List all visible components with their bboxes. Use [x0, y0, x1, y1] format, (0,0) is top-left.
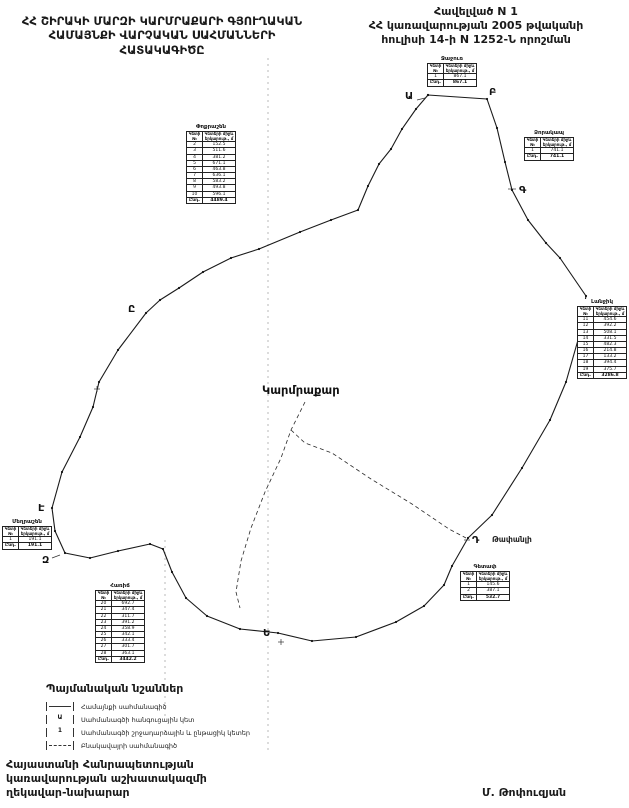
table-cell: 381.2: [203, 154, 236, 160]
table-cell: 482.3: [594, 341, 627, 347]
table-cell: 145.6: [477, 582, 510, 588]
col-point-number: Կետի №: [461, 572, 477, 582]
segment-table-pokrashen: [186, 124, 236, 204]
table-cell: 20: [96, 601, 112, 607]
boundary-point: [145, 312, 147, 314]
boundary-point: [496, 127, 498, 129]
boundary-point: [504, 161, 506, 163]
table-cell: 375.7: [594, 366, 627, 372]
segment-table-jajur: [427, 56, 477, 87]
boundary-point: [401, 128, 403, 130]
boundary-point: [258, 248, 260, 250]
segment-table-title: Ձորակապ: [533, 130, 565, 136]
boundary-point: [443, 584, 445, 586]
legend: [46, 682, 250, 752]
vertex-label-b: Բ: [489, 87, 497, 98]
table-cell: 16: [578, 348, 594, 354]
table-cell: 2: [461, 588, 477, 594]
table-cell: 636.1: [203, 173, 236, 179]
boundary-point: [486, 98, 488, 100]
total-label: Ընդ.: [96, 656, 112, 662]
signatory-title: [6, 758, 207, 799]
table-cell: 28: [96, 650, 112, 656]
table-cell: 1: [428, 74, 444, 80]
table-cell: 24: [96, 625, 112, 631]
boundary-point: [549, 419, 551, 421]
segment-table-dzorakap: [524, 130, 574, 161]
table-cell: 692.7: [112, 601, 145, 607]
total-value: 741.1: [541, 154, 574, 160]
table-cell: 26: [96, 638, 112, 644]
community-boundary-line: [52, 95, 586, 641]
appendix-line-1: Հավելված N 1: [434, 5, 518, 18]
junction-point-letter: Ա: [47, 714, 73, 721]
table-cell: 10: [187, 191, 203, 197]
table-cell: 17: [578, 354, 594, 360]
boundary-point: [521, 467, 523, 469]
table-cell: 387.1: [477, 588, 510, 594]
total-value: 3286.8: [594, 372, 627, 378]
table-cell: 5: [187, 160, 203, 166]
boundary-point: [162, 548, 164, 550]
legend-item-label: Բնակավայրի սահմանագիծ: [81, 741, 178, 750]
table-cell: 4: [187, 154, 203, 160]
table-cell: 583.2: [203, 179, 236, 185]
boundary-point: [390, 148, 392, 150]
boundary-point: [159, 299, 161, 301]
table-cell: 27: [96, 644, 112, 650]
table-cell: 333.4: [112, 638, 145, 644]
legend-item-settlement-boundary: [46, 739, 250, 752]
table-cell: 1: [3, 537, 19, 543]
segment-table-title: Ջաջուռ: [440, 56, 464, 62]
segment-table-title: Գետափ: [473, 564, 497, 570]
boundary-point: [51, 507, 53, 509]
col-point-number: Կետի №: [428, 64, 444, 74]
survey-tick-marks: [52, 98, 516, 645]
table-cell: 21: [96, 607, 112, 613]
table-cell: 7: [187, 173, 203, 179]
boundary-point: [585, 295, 587, 297]
table-cell: 8: [187, 179, 203, 185]
boundary-point: [367, 185, 369, 187]
legend-item-turning-point: [46, 726, 250, 739]
table-cell: 13: [578, 329, 594, 335]
table-cell: 511.6: [203, 148, 236, 154]
boundary-point: [206, 615, 208, 617]
boundary-point: [491, 514, 493, 516]
table-cell: 22: [96, 613, 112, 619]
boundary-point: [559, 257, 561, 259]
total-label: Ընդ.: [428, 80, 444, 86]
boundary-point: [357, 209, 359, 211]
segment-table-title: Լանջիկ: [591, 299, 613, 305]
table-cell: 671.1: [203, 160, 236, 166]
vertex-label-z: Զ: [42, 555, 50, 566]
vertex-label-d: Դ: [472, 535, 480, 546]
junction-point-symbol: [46, 715, 74, 724]
segment-table-title: Փոքրաշեն: [195, 124, 227, 130]
boundary-point: [527, 219, 529, 221]
turning-point-number: 1: [47, 727, 73, 734]
col-length: Կետերի միջև երկարութ., մ: [594, 307, 627, 317]
table-cell: 394.4: [594, 360, 627, 366]
boundary-point: [54, 530, 56, 532]
table-cell: 191.1: [19, 537, 52, 543]
table-cell: 2: [187, 142, 203, 148]
total-value: 867.1: [444, 80, 477, 86]
table-cell: 347.4: [112, 607, 145, 613]
total-label: Ընդ.: [525, 154, 541, 160]
table-cell: 1: [525, 148, 541, 154]
solid-line-symbol: [46, 702, 74, 711]
table-cell: 19: [578, 366, 594, 372]
boundary-point: [79, 436, 81, 438]
boundary-point: [545, 242, 547, 244]
legend-item-label: Սահմանագծի շրջադարձային և ընթացիկ կետեր: [81, 728, 251, 737]
total-label: Ընդ.: [3, 543, 19, 549]
title-line-2: ՀԱՄԱՅՆՔԻ ՎԱՐՉԱԿԱՆ ՍԱՀՄԱՆՆԵՐԻ: [48, 28, 276, 43]
col-length: Կետերի միջև երկարութ., մ: [203, 132, 236, 142]
total-value: 532.7: [477, 594, 510, 600]
table-cell: 342.1: [112, 632, 145, 638]
boundary-point: [117, 349, 119, 351]
total-value: 3442.2: [112, 656, 145, 662]
col-point-number: Կետի №: [525, 138, 541, 148]
legend-item-community-boundary: [46, 700, 250, 713]
turning-point-symbol: [46, 728, 74, 737]
boundary-point: [511, 189, 513, 191]
table-cell: 454.6: [594, 317, 627, 323]
appendix-line-3: հուլիսի 14-ի N 1252-Ն որոշման: [381, 32, 571, 46]
table-cell: 6: [187, 166, 203, 172]
boundary-point: [98, 381, 100, 383]
table-cell: 25: [96, 632, 112, 638]
table-cell: 596.1: [203, 191, 236, 197]
table-cell: 23: [96, 619, 112, 625]
boundary-point: [185, 597, 187, 599]
table-cell: 508.1: [594, 329, 627, 335]
boundary-point: [311, 640, 313, 642]
table-cell: 392.2: [594, 323, 627, 329]
boundary-point: [64, 552, 66, 554]
total-value: 191.1: [19, 543, 52, 549]
segment-table-title: Հառիճ: [110, 583, 130, 589]
segment-table-getap: [460, 564, 510, 601]
appendix-line-2: ՀՀ կառավարության 2005 թվականի: [368, 18, 584, 32]
boundary-point: [89, 557, 91, 559]
legend-item-junction-point: [46, 713, 250, 726]
boundary-point: [92, 406, 94, 408]
col-point-number: Կետի №: [187, 132, 203, 142]
boundary-point: [178, 287, 180, 289]
table-cell: 11: [578, 317, 594, 323]
boundary-point: [202, 271, 204, 273]
signatory-line-1: Հայաստանի Հանրապետության: [6, 758, 194, 771]
table-cell: 493.8: [203, 185, 236, 191]
table-cell: 12: [578, 323, 594, 329]
boundary-point: [565, 381, 567, 383]
boundary-point: [415, 108, 417, 110]
boundary-point: [239, 628, 241, 630]
col-length: Կետերի միջև երկարութ., մ: [112, 591, 145, 601]
segment-table-harich: [95, 583, 145, 663]
community-name-label: Կարմրաքար: [262, 383, 340, 397]
vertex-label-a: Ա: [405, 91, 414, 102]
boundary-point: [423, 605, 425, 607]
table-cell: 358.9: [112, 625, 145, 631]
settlement-boundary-line-2: [291, 430, 466, 538]
boundary-point: [451, 565, 453, 567]
table-cell: 311.7: [112, 613, 145, 619]
vertex-label-e: Ե: [263, 628, 271, 639]
boundary-point: [230, 257, 232, 259]
boundary-point: [299, 231, 301, 233]
table-cell: 331.5: [594, 335, 627, 341]
boundary-point: [149, 543, 151, 545]
table-cell: 3: [187, 148, 203, 154]
total-label: Ընդ.: [461, 594, 477, 600]
col-length: Կետերի միջև երկարութ., մ: [477, 572, 510, 582]
title-line-1: ՀՀ ՇԻՐԱԿԻ ՄԱՐԶԻ ԿԱՐՄՐԱՔԱՐԻ ԳՅՈՒՂԱԿԱՆ: [21, 14, 303, 28]
segment-table-lanjik: [577, 299, 627, 379]
boundary-point: [395, 621, 397, 623]
total-value: 4489.4: [203, 197, 236, 203]
table-cell: 301.7: [112, 644, 145, 650]
col-length: Կետերի միջև երկարութ., մ: [19, 527, 52, 537]
table-cell: 463.8: [203, 166, 236, 172]
table-cell: 152.5: [203, 142, 236, 148]
table-cell: 14: [578, 335, 594, 341]
boundary-point: [117, 550, 119, 552]
boundary-point: [427, 94, 429, 96]
table-cell: 15: [578, 341, 594, 347]
col-point-number: Կետի №: [578, 307, 594, 317]
table-cell: 214.8: [594, 348, 627, 354]
settlement-boundary-line: [236, 402, 305, 608]
table-cell: 1: [461, 582, 477, 588]
segment-table-title: Մեղրաշեն: [12, 519, 42, 525]
boundary-point: [171, 571, 173, 573]
vertex-label-y: Ը: [128, 304, 136, 315]
col-length: Կետերի միջև երկարութ., մ: [541, 138, 574, 148]
table-cell: 867.1: [444, 74, 477, 80]
total-label: Ընդ.: [578, 372, 594, 378]
boundary-point: [61, 471, 63, 473]
col-point-number: Կետի №: [3, 527, 19, 537]
vertex-label-g: Գ: [519, 185, 527, 196]
boundary-point: [467, 537, 469, 539]
legend-item-label: Սահմանագծի հանգուցային կետ: [81, 715, 195, 724]
segment-table-meghrashen: [2, 519, 52, 550]
legend-item-label: Համայնքի սահմանագիծ: [81, 702, 167, 711]
signatory-line-2: կառավարության աշխատակազմի: [6, 771, 207, 785]
table-cell: 9: [187, 185, 203, 191]
legend-title: Պայմանական նշաններ: [46, 682, 184, 695]
table-cell: 133.2: [594, 354, 627, 360]
boundary-point: [277, 632, 279, 634]
neighbor-place-label: Թափանլի: [492, 535, 532, 544]
dashdot-line-symbol: [46, 741, 74, 750]
signatory-line-3: ղեկավար-նախարար: [6, 785, 130, 799]
table-cell: 391.2: [112, 619, 145, 625]
total-label: Ընդ.: [187, 197, 203, 203]
signature-name: Մ. Թոփուզյան: [482, 786, 567, 799]
table-cell: 741.1: [541, 148, 574, 154]
vertex-label-eh: Է: [38, 503, 45, 514]
table-cell: 363.1: [112, 650, 145, 656]
col-point-number: Կետի №: [96, 591, 112, 601]
boundary-point: [355, 636, 357, 638]
title-line-3: ՀԱՏԱԿԱԳԻԾԸ: [119, 42, 205, 57]
boundary-point: [378, 163, 380, 165]
col-length: Կետերի միջև երկարութ., մ: [444, 64, 477, 74]
boundary-point: [330, 219, 332, 221]
table-cell: 18: [578, 360, 594, 366]
